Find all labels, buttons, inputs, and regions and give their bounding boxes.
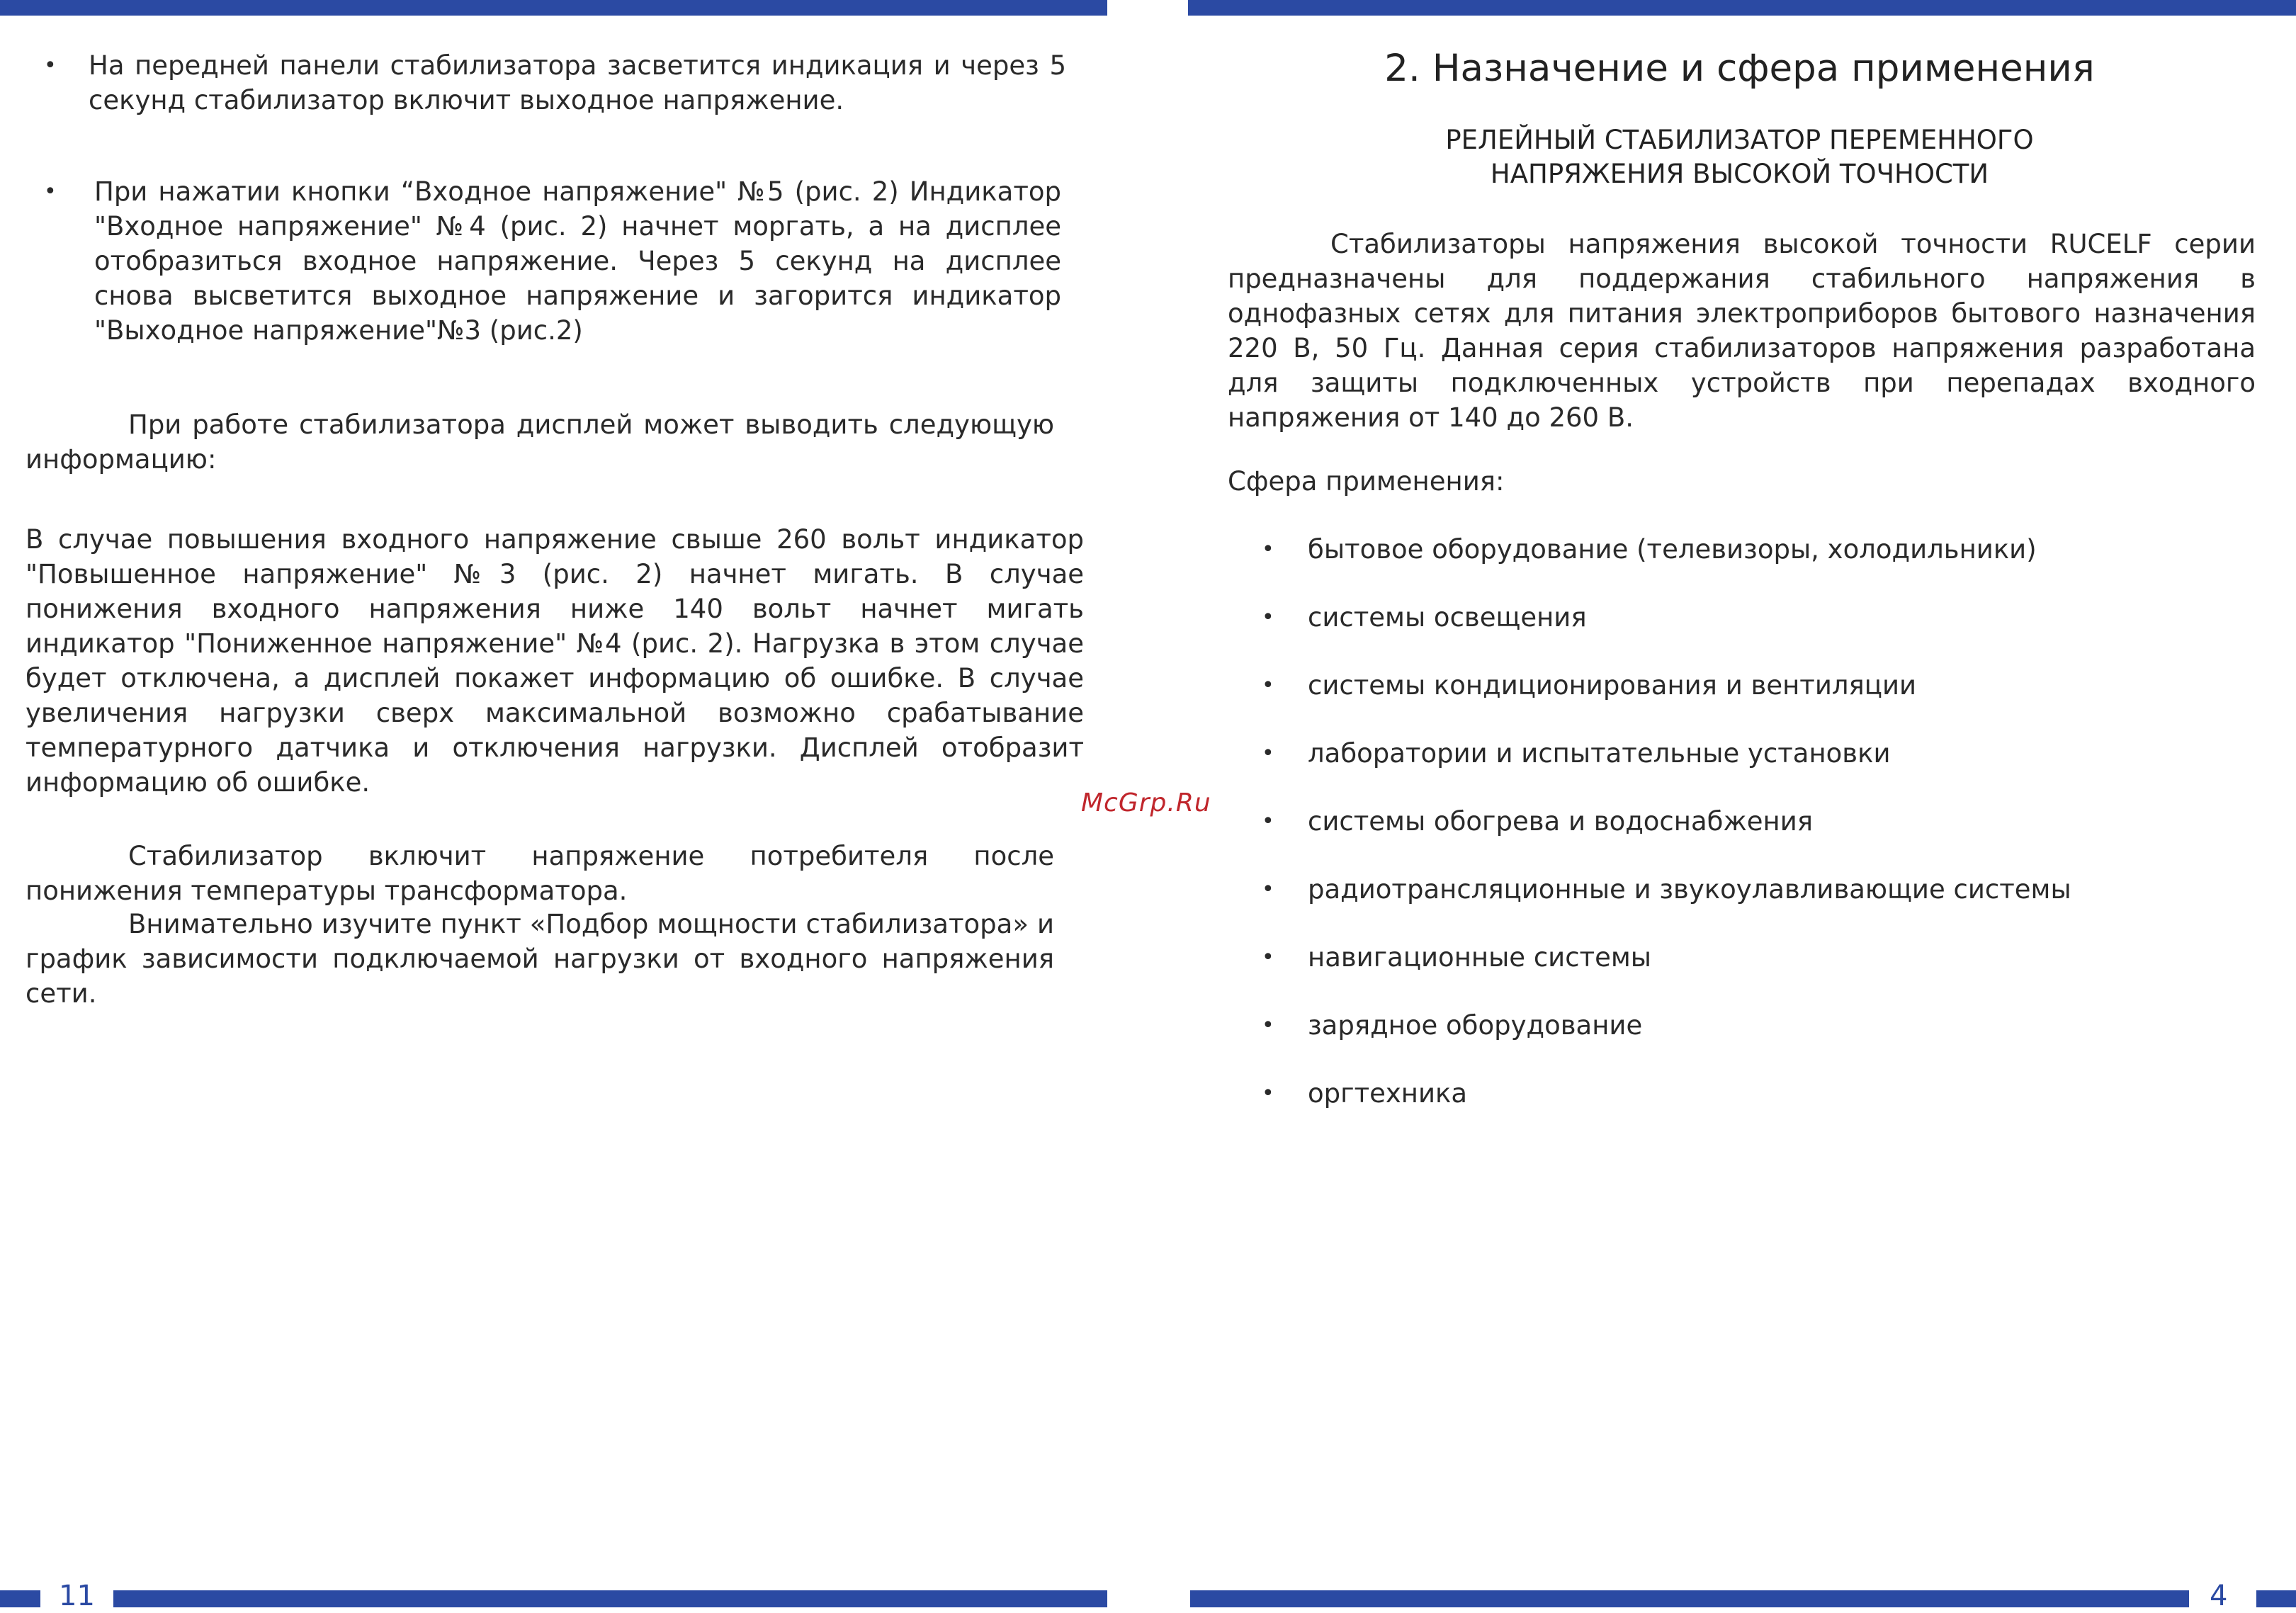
bullet-dot: • <box>44 53 57 78</box>
intro-paragraph: Стабилизаторы напряжения высокой точности RUCELF серии предназначены для поддержания стабильного напряжения в однофазных сетях для питания электроприборов бытового назначения 220 В, 50 Гц. Данная серия стабилизаторов напряжения разработана для защиты подключенных устройств при перепадах входного напряжения от 140 до 260 В. <box>1228 229 2256 433</box>
list-item: системы кондиционирования и вентиляции <box>1308 670 1917 701</box>
list-item: системы обогрева и водоснабжения <box>1308 806 1814 837</box>
scope-label: Сфера применения: <box>1228 466 1505 497</box>
bullet-dot: • <box>1262 1081 1274 1106</box>
right-page <box>1183 0 2296 1612</box>
list-item: бытовое оборудование (телевизоры, холодильники) <box>1308 534 2037 565</box>
left-page-number: 11 <box>59 1580 95 1612</box>
left-page <box>0 0 1112 1612</box>
list-item: навигационные системы <box>1308 942 1651 973</box>
bullet-dot: • <box>44 179 57 204</box>
left-bullet-2: При нажатии кнопки “Входное напряжение" №5 (рис. 2) Индикатор "Входное напряжение" №4 (рис. 2) начнет моргать, а на дисплее отобразиться входное напряжение. Через 5 секунд на дисплее снова высветится выходное напряжение и загорится индикатор "Выходное напряжение"№3 (рис.2) <box>94 176 1061 346</box>
watermark-text: McGrp.Ru <box>1081 788 1211 817</box>
bullet-dot: • <box>1262 1013 1274 1038</box>
study-paragraph: Внимательно изучите пункт «Подбор мощности стабилизатора» и график зависимости подключаемой нагрузки от входного напряжения сети. <box>26 909 1054 1009</box>
bullet-dot: • <box>1262 537 1274 562</box>
right-page-number: 4 <box>2210 1580 2228 1612</box>
voltage-error-paragraph: В случае повышения входного напряжение свыше 260 вольт индикатор "Повышенное напряжение" №3 (рис. 2) начнет мигать. В случае понижения входного напряжения ниже 140 вольт начнет мигать индикатор "Пониженное напряжение" №4 (рис. 2). Нагрузка в этом случае будет отключена, а дисплей покажет информацию об ошибке. В случае увеличения нагрузки сверх максимальной возможно срабатывание температурного датчика и отключения нагрузки. Дисплей отобразит информацию об ошибке. <box>26 524 1084 798</box>
list-item: оргтехника <box>1308 1078 1468 1109</box>
subtitle-line-1: РЕЛЕЙНЫЙ СТАБИЛИЗАТОР ПЕРЕМЕННОГО <box>1445 125 2034 155</box>
list-item: системы освещения <box>1308 602 1587 633</box>
subtitle-line-2: НАПРЯЖЕНИЯ ВЫСОКОЙ ТОЧНОСТИ <box>1490 159 1989 189</box>
bullet-dot: • <box>1262 809 1274 834</box>
list-item: лаборатории и испытательные установки <box>1308 738 1891 769</box>
bullet-dot: • <box>1262 945 1274 970</box>
section-title: 2. Назначение и сфера применения <box>1384 47 2095 90</box>
bullet-dot: • <box>1262 741 1274 766</box>
display-info-paragraph: При работе стабилизатора дисплей может выводить следующую информацию: <box>26 409 1054 475</box>
bullet-dot: • <box>1262 673 1274 698</box>
list-item: радиотрансляционные и звукоулавливающие системы <box>1308 874 2071 905</box>
bullet-dot: • <box>1262 605 1274 630</box>
restart-paragraph: Стабилизатор включит напряжение потребителя после понижения температуры трансформатора. <box>26 841 1054 906</box>
left-bullet-1: На передней панели стабилизатора засветится индикация и через 5 секунд стабилизатор включит выходное напряжение. <box>89 50 1066 115</box>
bullet-dot: • <box>1262 877 1274 902</box>
list-item: зарядное оборудование <box>1308 1010 1643 1041</box>
